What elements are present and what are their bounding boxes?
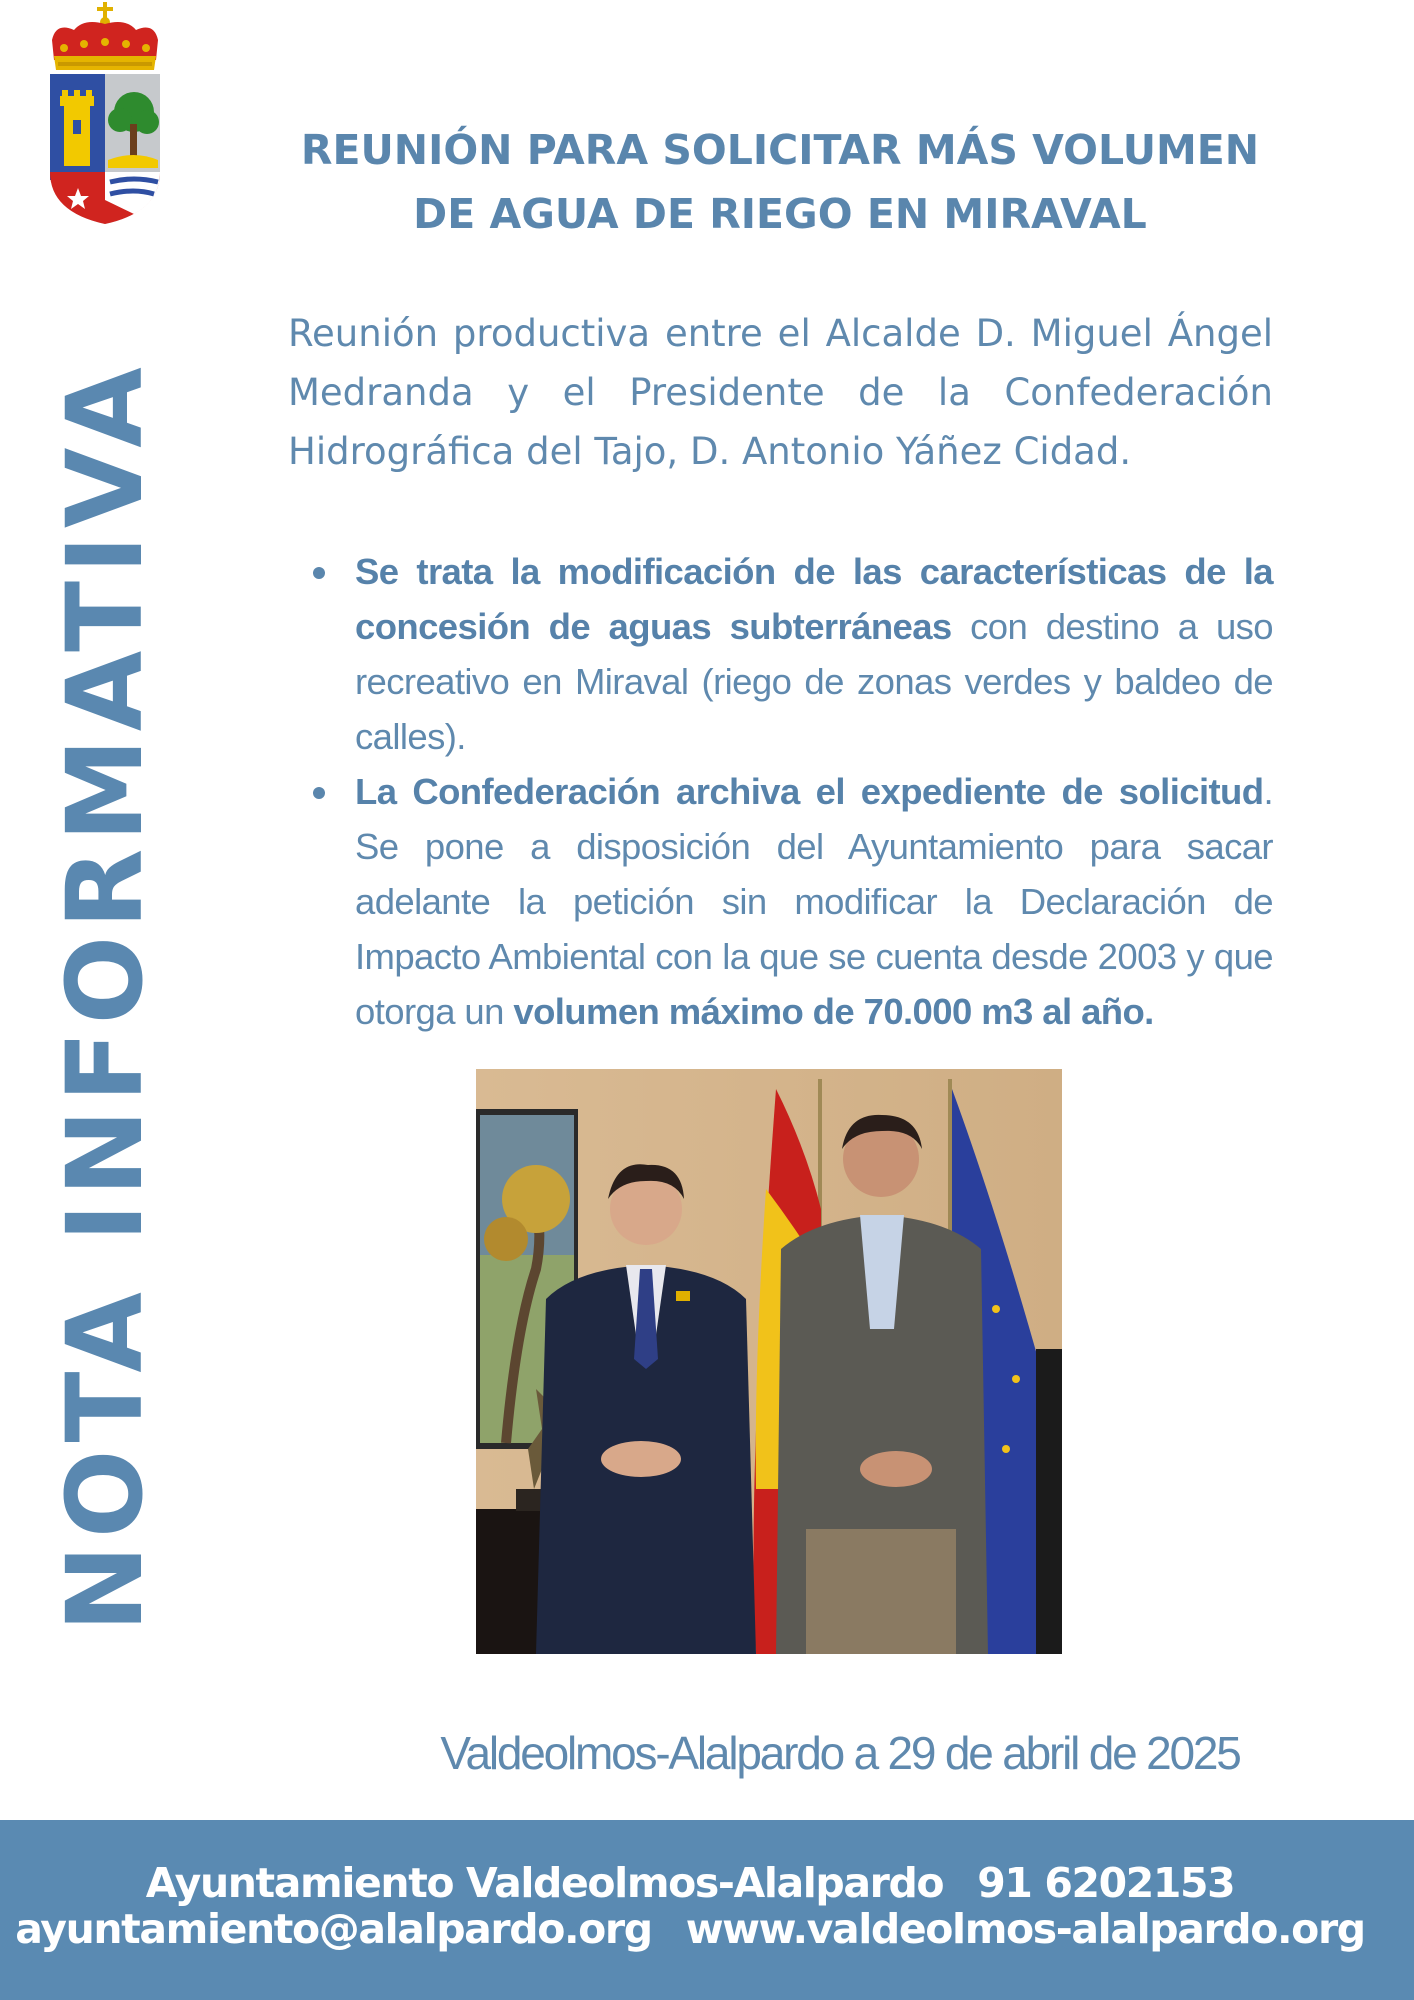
headline [290,118,1270,246]
footer-website-link[interactable]: www.valdeolmos-alalpardo.org [685,1905,1365,1953]
bullet-1-bold: Se trata la modificación de las características de la concesión de aguas subterráneas [355,551,1273,647]
bullet-item-2 [355,764,1273,1039]
intro-paragraph: Reunión productiva entre el Alcalde D. Miguel Ángel Medranda y el Presidente de la Confederación Hidrográfica del Tajo, D. Antonio Yáñez Cidad. [288,312,1273,473]
footer-line-2 [0,1904,1380,1954]
place-date: Valdeolmos-Alalpardo a 29 de abril de 2025 [440,1727,1240,1779]
bullet-dot-icon [313,787,325,799]
bullet-list [355,544,1273,1039]
meeting-photo [476,1069,1062,1654]
bullet-item-1 [355,544,1273,764]
footer-bar [0,1820,1414,2000]
footer-email-link[interactable]: ayuntamiento@alalpardo.org [15,1905,652,1953]
bullet-dot-icon [313,567,325,579]
bullet-2-text: . Se pone a disposición del Ayuntamiento para sacar adelante la petición sin modificar la Declaración de Impacto Ambiental con la que se cuenta desde 2003 y que otorga un [355,771,1273,1032]
bullet-2-bold: La Confederación archiva el expediente de solicitud [355,771,1264,812]
nota-informativa-vertical-title: NOTA INFORMATIVA [44,360,166,1632]
headline-line-1: REUNIÓN PARA SOLICITAR MÁS VOLUMEN [300,126,1260,174]
footer-org-name: Ayuntamiento Valdeolmos-Alalpardo [145,1859,944,1907]
headline-line-2: DE AGUA DE RIEGO EN MIRAVAL [413,190,1147,238]
bullet-1-text: con destino a uso recreativo en Miraval (riego de zonas verdes y baldeo de calles). [355,606,1273,757]
coat-of-arms-logo [44,0,168,228]
footer-phone: 91 6202153 [977,1859,1235,1907]
bullet-2-bold-end: volumen máximo de 70.000 m3 al año. [513,991,1154,1032]
footer-line-1 [0,1858,1380,1908]
